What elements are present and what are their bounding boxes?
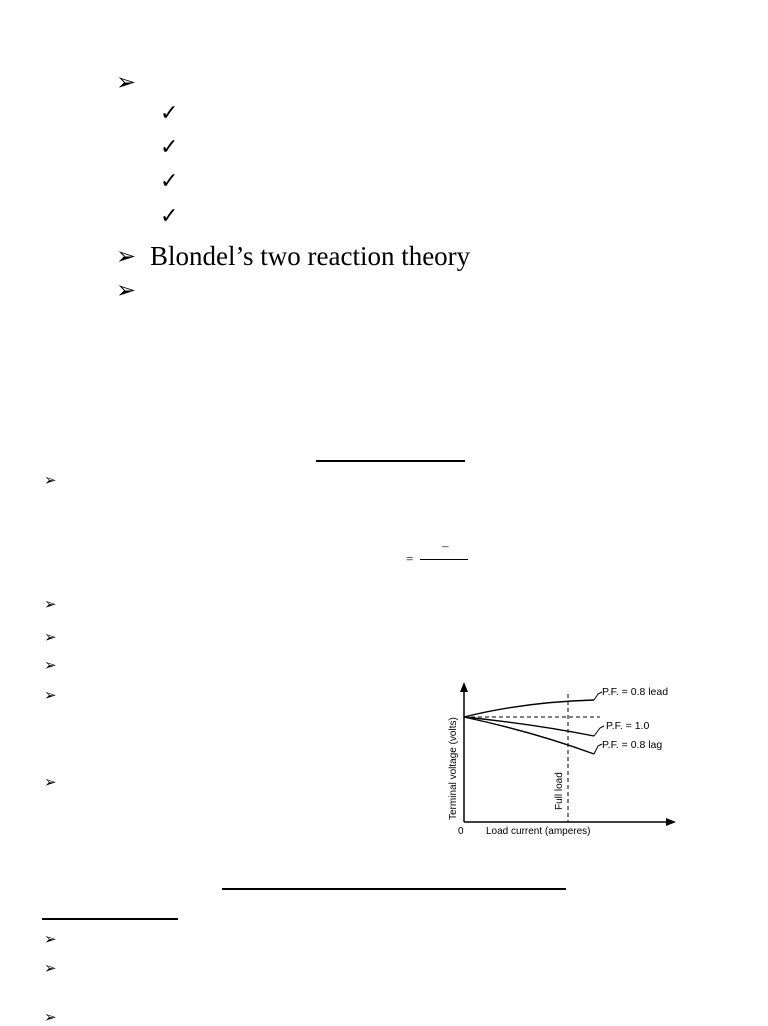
checkmark-icon: ✓ [160,204,179,229]
checkmark-icon: ✓ [160,101,179,126]
subsection-heading-underline [42,918,178,920]
section-heading-underline-2 [222,888,566,890]
section-heading-underline [316,460,465,462]
leader-lag [594,744,602,754]
x-axis-label: Load current (amperes) [486,826,591,837]
leader-lead [594,692,602,700]
origin-label: 0 [458,826,464,837]
curve-label-unity: P.F. = 1.0 [606,720,650,732]
x-axis-arrowhead [666,818,676,826]
bullet-arrow-icon: ➢ [44,959,57,977]
y-axis-label: Terminal voltage (volts) [448,717,459,820]
bullet-arrow-icon: ➢ [44,773,57,791]
outline-item-blondel: Blondel’s two reaction theory [150,241,471,271]
bullet-arrow-icon: ➢ [116,276,137,304]
bullet-arrow-icon: ➢ [44,656,57,674]
curve-lead [464,700,594,717]
checkmark-icon: ✓ [160,169,179,194]
checkmark-icon: ✓ [160,135,179,160]
bullet-arrow-icon: ➢ [116,242,137,270]
curve-label-lead: P.F. = 0.8 lead [602,686,669,698]
full-load-label: Full load [554,772,565,810]
bullet-arrow-icon: ➢ [44,930,57,948]
bullet-arrow-icon: ➢ [44,1008,57,1026]
bullet-arrow-icon: ➢ [44,686,57,704]
equation-numerator: – [442,538,449,553]
bullet-arrow-icon: ➢ [44,471,57,489]
terminal-voltage-graph [444,680,680,840]
bullet-arrow-icon: ➢ [44,628,57,646]
equation-equals: = [406,551,414,566]
graph-canvas [444,680,680,840]
leader-unity [594,726,604,736]
equation-fraction-bar [420,559,468,560]
bullet-arrow-icon: ➢ [44,595,57,613]
curve-label-lag: P.F. = 0.8 lag [602,739,663,751]
y-axis-arrowhead [460,682,468,692]
bullet-arrow-icon: ➢ [116,68,137,96]
curve-lag [464,717,594,754]
